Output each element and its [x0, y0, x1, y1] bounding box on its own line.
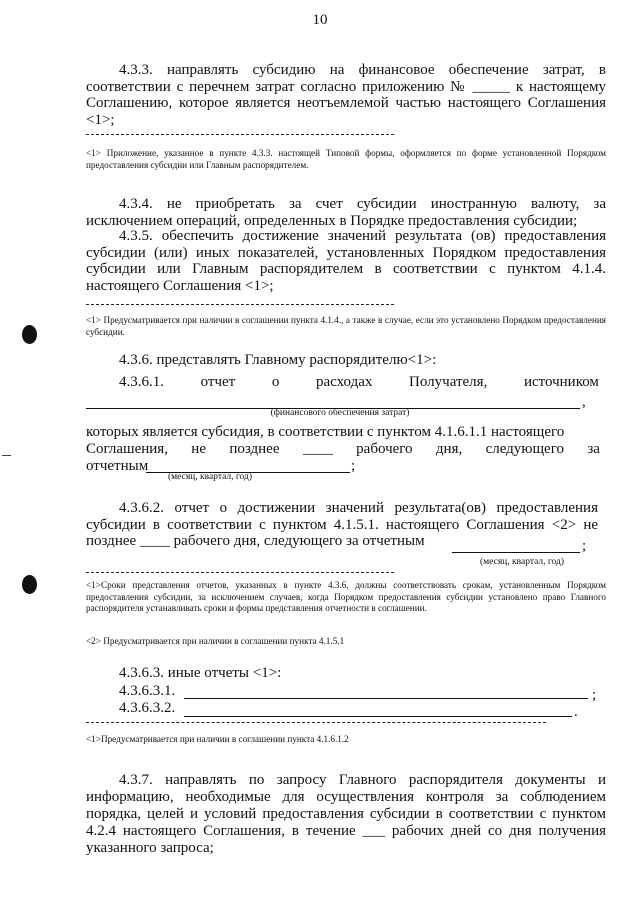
clause-4-3-6-2: 4.3.6.2. отчет о достижении значений результата(ов) предоставления субсидии в соответствии с пунктом 4.1.5.1. настоящего Соглашения <2> не позднее ____ рабочего дня, следующего за отчетным — [86, 500, 598, 549]
word: источником — [523, 374, 599, 390]
clause-4-3-6-1-line3: Соглашения, не позднее ____ рабочего дня, следующего за — [86, 441, 600, 457]
footnote-separator — [86, 722, 546, 723]
footnote-4-3-3: <1> Приложение, указанное в пункте 4.3.3. настоящей Типовой формы, оформляется по форме установленной Порядком предоставления субсидии или Главным распорядителем. — [86, 148, 606, 170]
clause-4-3-6: 4.3.6. представлять Главному распорядителю<1>: — [119, 352, 437, 368]
footnote-4-3-6-2: <2> Предусматривается при наличии в соглашении пункта 4.1.5.1 — [86, 636, 345, 646]
field-caption: (финансового обеспечения затрат) — [270, 408, 410, 418]
clause-4-3-6-1-line2: которых является субсидия, в соответствии с пунктом 4.1.6.1.1 настоящего — [86, 424, 565, 440]
word: расходах — [316, 374, 373, 390]
clause-4-3-6-1-line1 — [119, 374, 599, 391]
fill-in-line — [184, 698, 588, 699]
footnote-separator — [86, 134, 394, 135]
page-number: 10 — [312, 12, 328, 28]
footnote-separator — [86, 304, 394, 305]
binder-hole — [22, 575, 37, 594]
fill-in-line — [452, 552, 580, 553]
clause-4-3-6-1-line4: отчетным — [86, 458, 149, 474]
clause-4-3-3: 4.3.3. направлять субсидию на финансовое обеспечение затрат, в соответствии с перечнем затрат согласно приложению № _____ к настоящему Соглашению, которое является неотъемлемой частью настоящего Соглашения <1>; — [86, 62, 606, 128]
fill-in-line — [184, 716, 572, 717]
margin-tick — [2, 455, 11, 456]
word: отчет — [200, 374, 236, 390]
footnote-separator — [86, 572, 394, 573]
footnote-4-3-5: <1> Предусматривается при наличии в соглашении пункта 4.1.4., а также в случае, если это установлено Порядком предоставления субсидии. — [86, 315, 606, 337]
word: о — [271, 374, 280, 390]
clause-4-3-6-3: 4.3.6.3. иные отчеты <1>: — [119, 665, 282, 681]
field-caption: (месяц, квартал, год) — [479, 557, 565, 567]
clause-4-3-7: 4.3.7. направлять по запросу Главного распорядителя документы и информацию, необходимые для осуществления контроля за соблюдением порядка, целей и условий предоставления субсидии в соответствии с пунктом 4.2.4 настоящего Соглашения, в течение ___ рабочих дней со дня получения указанного запроса; — [86, 772, 606, 856]
clause-4-3-4: 4.3.4. не приобретать за счет субсидии иностранную валюту, за исключением операций, определенных в Порядке предоставления субсидии; — [86, 196, 606, 229]
document-page: 10 4.3.3. направлять субсидию на финансовое обеспечение затрат, в соответствии с перечнем затрат согласно приложению № _____ к настоящему Соглашению, которое является неотъемлемой частью настоящего Соглашения <1>; <1> Приложение, указанное в пункте 4.3.3. настоящей Типовой формы, оформляется по форме установленной Порядком предоставления субсидии или Главным распорядителем. 4.3.4. не приобретать за счет субсидии иностранную валюту, за исключением операций, определенных в Порядке предоставления субсидии; 4.3.5. обеспечить достижение значений результата (ов) предоставления субсидии (или) иных показателей, установленных Порядком предоставления субсидии или Главным распорядителем в соответствии с пунктом 4.1.4. настоящего Соглашения <1>; <1> Предусматривается при наличии в соглашении пункта 4.1.4., а также в случае, если это установлено Порядком предоставления субсидии. 4.3.6. представлять Главному распорядителю<1>: 4.3.6.1. отчет о расходах Получателя, источником , (финансового обеспечения затрат) которых является субсидия, в соответствии с пунктом 4.1.6.1.1 настоящего Соглашения, не позднее ____ рабочего дня, следующего за отчетным ; (месяц, квартал, год) 4.3.6.2. отчет о достижении значений результата(ов) предоставления субсидии в соответствии с пунктом 4.1.5.1. настоящего Соглашения <2> не позднее ____ рабочего дня, следующего за отчетным ; (месяц, квартал, год) <1>Сроки представления отчетов, указанных в пункте 4.3.6, должны соответствовать срокам, установленным Порядком предоставления субсидии, за исключением случаев, когда Порядком предоставления субсидии установлено право Главного распорядителя устанавливать сроки и формы представления отчетности в соглашении. <2> Предусматривается при наличии в соглашении пункта 4.1.5.1 4.3.6.3. иные отчеты <1>: 4.3.6.3.1. ; 4.3.6.3.2. . <1>Предусматривается при наличии в соглашении пункта 4.1.6.1.2 4.3.7. направлять по запросу Главного распорядителя документы и информацию, необходимые для осуществления контроля за соблюдением порядка, целей и условий предоставления субсидии в соответствии с пунктом 4.2.4 настоящего Соглашения, в течение ___ рабочих дней со дня получения указанного запроса; — [0, 0, 640, 905]
field-caption: (месяц, квартал, год) — [167, 472, 253, 482]
clause-4-3-6-3-2: 4.3.6.3.2. — [119, 700, 176, 716]
clause-4-3-5: 4.3.5. обеспечить достижение значений результата (ов) предоставления субсидии (или) иных показателей, установленных Порядком предоставления субсидии или Главным распорядителем в соответствии с пунктом 4.1.4. настоящего Соглашения <1>; — [86, 228, 606, 294]
footnote-4-3-6-3: <1>Предусматривается при наличии в соглашении пункта 4.1.6.1.2 — [86, 734, 349, 744]
binder-hole — [22, 325, 37, 344]
footnote-4-3-6: <1>Сроки представления отчетов, указанных в пункте 4.3.6, должны соответствовать срокам, установленным Порядком предоставления субсидии, за исключением случаев, когда Порядком предоставления субсидии установлено право Главного распорядителя устанавливать сроки и формы представления отчетности в соглашении. — [86, 580, 606, 613]
word: 4.3.6.1. — [119, 374, 164, 390]
clause-4-3-6-3-1: 4.3.6.3.1. — [119, 683, 176, 699]
word: Получателя, — [409, 374, 488, 390]
